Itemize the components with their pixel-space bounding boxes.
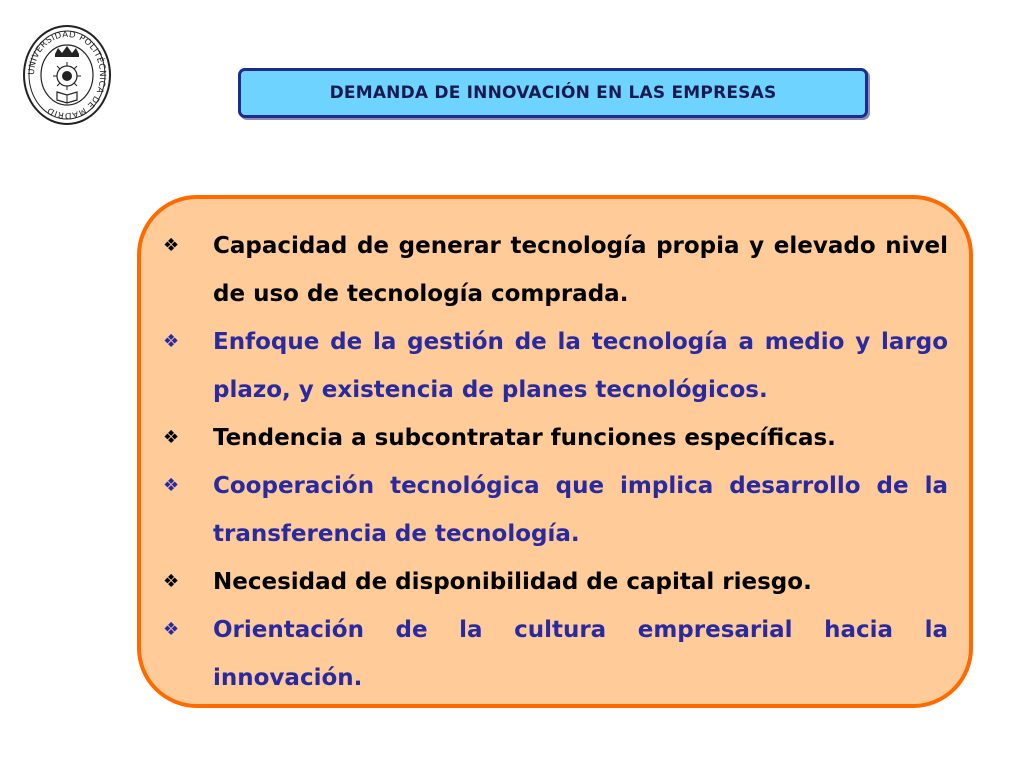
diamond-bullet-icon: ❖ <box>163 619 180 640</box>
list-item <box>163 414 948 462</box>
diamond-bullet-icon: ❖ <box>163 475 180 496</box>
diamond-bullet-icon: ❖ <box>163 427 180 448</box>
bullet-list <box>163 222 948 702</box>
university-seal-icon <box>22 24 112 126</box>
diamond-bullet-icon: ❖ <box>163 235 180 256</box>
bullet-text: Necesidad de disponibilidad de capital riesgo. <box>213 569 812 595</box>
list-item <box>163 558 948 606</box>
list-item <box>163 606 948 702</box>
svg-text:UNIVERSIDAD POLITÉCNICA DE MAD: UNIVERSIDAD POLITÉCNICA DE MADRID <box>26 29 108 121</box>
title-banner <box>238 68 868 118</box>
bullet-text: Cooperación tecnológica que implica desarrollo de la transferencia de tecnología. <box>213 473 948 547</box>
bullet-text: Orientación de la cultura empresarial hacia la innovación. <box>213 617 948 691</box>
list-item <box>163 462 948 558</box>
list-item <box>163 318 948 414</box>
university-seal-logo <box>22 24 112 126</box>
diamond-bullet-icon: ❖ <box>163 571 180 592</box>
bullet-text: Capacidad de generar tecnología propia y elevado nivel de uso de tecnología comprada. <box>213 233 948 307</box>
diamond-bullet-icon: ❖ <box>163 331 180 352</box>
list-item <box>163 222 948 318</box>
bullet-text: Enfoque de la gestión de la tecnología a medio y largo plazo, y existencia de planes tecnológicos. <box>213 329 948 403</box>
slide-title: DEMANDA DE INNOVACIÓN EN LAS EMPRESAS <box>329 83 777 103</box>
bullet-text: Tendencia a subcontratar funciones específicas. <box>213 425 836 451</box>
